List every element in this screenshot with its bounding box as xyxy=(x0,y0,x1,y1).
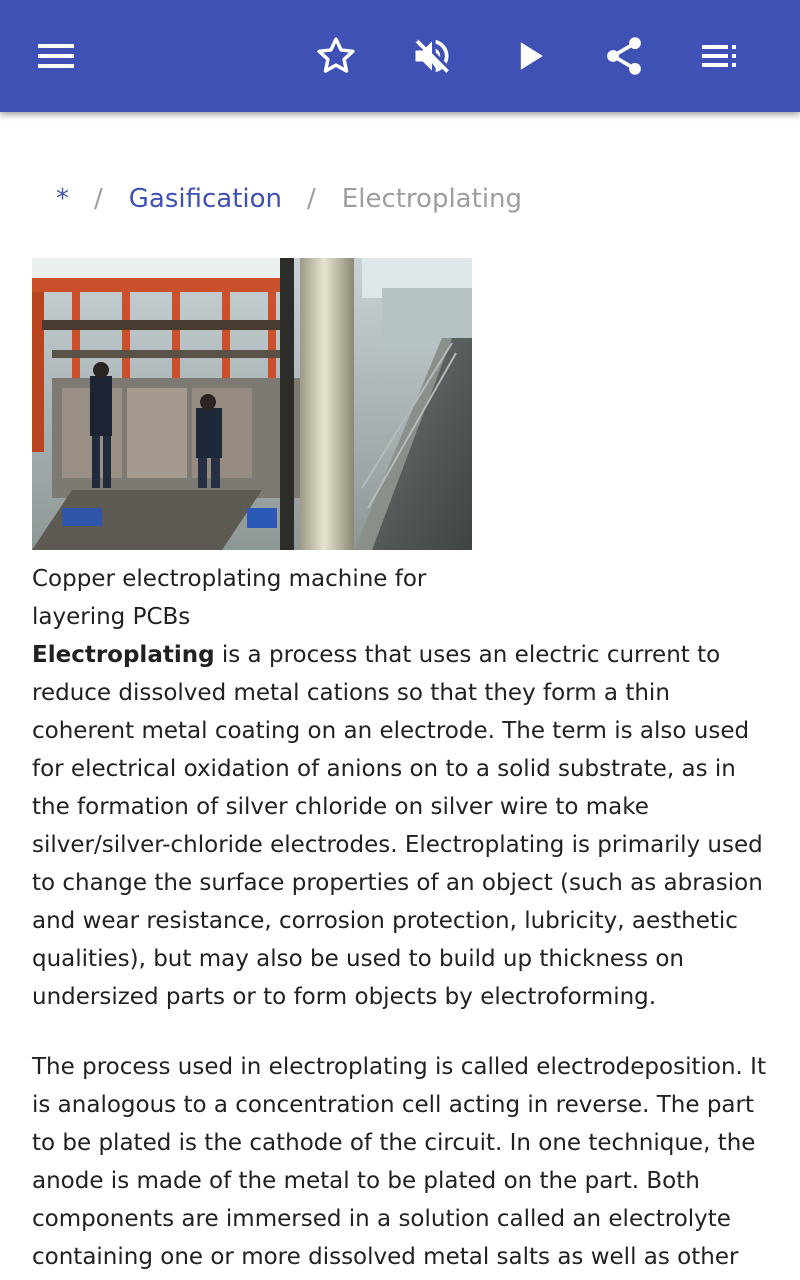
play-button[interactable] xyxy=(502,28,558,84)
breadcrumb-parent-link[interactable]: Gasification xyxy=(128,184,283,214)
play-icon xyxy=(508,34,552,78)
breadcrumb xyxy=(56,182,522,216)
contents-button[interactable] xyxy=(692,28,748,84)
image-caption: Copper electroplating machine for layering PCBs xyxy=(32,566,427,630)
app-toolbar xyxy=(0,0,800,112)
share-icon xyxy=(602,34,646,78)
electroplating-machine-photo xyxy=(32,258,472,550)
breadcrumb-separator: / xyxy=(94,184,103,214)
breadcrumb-separator: / xyxy=(307,184,316,214)
article-term: Electroplating xyxy=(32,642,215,668)
menu-button[interactable] xyxy=(28,28,84,84)
volume-off-icon xyxy=(410,34,454,78)
article-paragraph xyxy=(32,636,772,1016)
breadcrumb-home-link[interactable]: * xyxy=(56,184,69,214)
menu-icon xyxy=(36,36,76,76)
breadcrumb-current: Electroplating xyxy=(341,184,523,214)
article-content xyxy=(0,112,800,1280)
article-paragraph: The process used in electroplating is called electrodeposition. It is analogous to a concentration cell acting in reverse. The part to be plated is the cathode of the circuit. In one technique, the anode is made of the metal to be plated on the part. Both components are immersed in a solution called an electrolyte containing one or more dissolved metal salts as well as other xyxy=(32,1054,766,1270)
mute-button[interactable] xyxy=(404,28,460,84)
playlist-icon xyxy=(700,36,740,76)
star-outline-icon xyxy=(314,34,358,78)
article-image[interactable] xyxy=(32,258,472,550)
article-paragraph-text: is a process that uses an electric current to reduce dissolved metal cations so that they form a thin coherent metal coating on an electrode. The term is also used for electrical oxidation of anions on to a solid substrate, as in the formation of silver chloride on silver wire to make silver/silver-chloride electrodes. Electroplating is primarily used to change the surface properties of an object (such as abrasion and wear resistance, corrosion protection, lubricity, aesthetic qualities), but may also be used to build up thickness on undersized parts or to form objects by electroforming. xyxy=(32,642,763,1010)
favorite-button[interactable] xyxy=(308,28,364,84)
share-button[interactable] xyxy=(596,28,652,84)
